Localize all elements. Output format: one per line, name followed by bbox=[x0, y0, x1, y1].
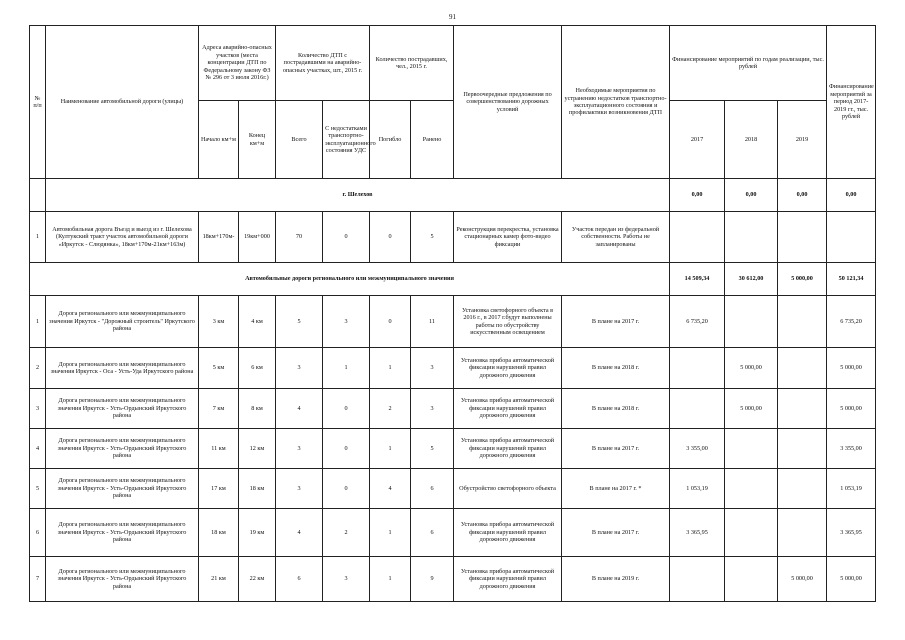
header-dtp-total: Всего bbox=[276, 101, 323, 179]
section-row bbox=[30, 263, 876, 296]
table-row bbox=[30, 509, 876, 557]
row-dtp-defects: 1 bbox=[323, 348, 370, 389]
row-start: 21 км bbox=[199, 557, 239, 602]
row-num: 1 bbox=[30, 296, 46, 348]
row-priority: Установка прибора автоматической фиксации нарушений правил дорожного движения bbox=[454, 348, 562, 389]
row-dtp-total: 6 bbox=[276, 557, 323, 602]
row-2019 bbox=[778, 509, 827, 557]
table-row bbox=[30, 389, 876, 429]
row-road-name: Дорога регионального или межмуниципального значения Иркутск - Оса - Усть-Уда Иркутского района bbox=[46, 348, 199, 389]
row-sum: 5 000,00 bbox=[827, 389, 876, 429]
row-2018: 5 000,00 bbox=[725, 389, 778, 429]
table-row bbox=[30, 429, 876, 469]
section-title: Автомобильные дороги регионального или межмуниципального значения bbox=[30, 263, 670, 296]
row-measures: В плане на 2017 г. * bbox=[562, 469, 670, 509]
row-road-name: Дорога регионального или межмуниципального значения Иркутск - Усть-Ордынский Иркутского района bbox=[46, 509, 199, 557]
row-injured: 9 bbox=[411, 557, 454, 602]
row-road-name: Дорога регионального или межмуниципального значения Иркутск - "Дорожный строитель" Иркутского района bbox=[46, 296, 199, 348]
row-2017: 1 053,19 bbox=[670, 469, 725, 509]
row-injured: 6 bbox=[411, 469, 454, 509]
row-killed: 0 bbox=[370, 296, 411, 348]
row-injured: 3 bbox=[411, 389, 454, 429]
row-sum: 6 735,20 bbox=[827, 296, 876, 348]
row-dtp-defects: 0 bbox=[323, 212, 370, 263]
header-year-2017: 2017 bbox=[670, 101, 725, 179]
row-measures: В плане на 2017 г. bbox=[562, 509, 670, 557]
row-injured: 5 bbox=[411, 212, 454, 263]
table-row bbox=[30, 212, 876, 263]
row-2017: 3 365,95 bbox=[670, 509, 725, 557]
row-start: 7 км bbox=[199, 389, 239, 429]
header-year-2018: 2018 bbox=[725, 101, 778, 179]
section-blank bbox=[30, 179, 46, 212]
row-dtp-total: 4 bbox=[276, 389, 323, 429]
row-measures: Участок передан из федеральной собственности. Работы не запланированы bbox=[562, 212, 670, 263]
section-2018: 0,00 bbox=[725, 179, 778, 212]
section-total: 0,00 bbox=[827, 179, 876, 212]
header-measures: Необходимые мероприятия по устранению недостатков транспортно-эксплуатационного состояния и профилактики возникновения ДТП bbox=[562, 26, 670, 179]
row-num: 5 bbox=[30, 469, 46, 509]
row-start: 18 км bbox=[199, 509, 239, 557]
row-start: 17 км bbox=[199, 469, 239, 509]
row-2019 bbox=[778, 348, 827, 389]
header-road-name: Наименование автомобильной дороги (улицы) bbox=[46, 26, 199, 179]
row-dtp-total: 3 bbox=[276, 348, 323, 389]
header-financing-years: Финансирование мероприятий по годам реализации, тыс. рублей bbox=[670, 26, 827, 101]
row-priority: Установка прибора автоматической фиксации нарушений правил дорожного движения bbox=[454, 389, 562, 429]
section-2017: 14 509,34 bbox=[670, 263, 725, 296]
section-2019: 0,00 bbox=[778, 179, 827, 212]
row-priority: Установка светофорного объекта в 2016 г., в 2017 г.будут выполнены работы по обустройству искусственным освещением bbox=[454, 296, 562, 348]
row-end: 12 км bbox=[239, 429, 276, 469]
row-killed: 1 bbox=[370, 509, 411, 557]
row-2018 bbox=[725, 509, 778, 557]
row-dtp-defects: 0 bbox=[323, 469, 370, 509]
row-road-name: Дорога регионального или межмуниципального значения Иркутск - Усть-Ордынский Иркутского района bbox=[46, 389, 199, 429]
row-sum: 3 355,00 bbox=[827, 429, 876, 469]
row-num: 3 bbox=[30, 389, 46, 429]
row-num: 4 bbox=[30, 429, 46, 469]
row-priority: Реконструкция перекрестка, установка стационарных камер фото-видео фиксации bbox=[454, 212, 562, 263]
row-priority: Обустройство светофорного объекта bbox=[454, 469, 562, 509]
header-addresses: Адреса аварийно-опасных участков (места концентрации ДТП по Федеральному закону ФЗ № 296 от 3 июля 2016г.) bbox=[199, 26, 276, 101]
header-year-2019: 2019 bbox=[778, 101, 827, 179]
row-end: 4 км bbox=[239, 296, 276, 348]
row-killed: 1 bbox=[370, 429, 411, 469]
header-priority: Первоочередные предложения по совершенствованию дорожных условий bbox=[454, 26, 562, 179]
road-safety-table bbox=[29, 25, 876, 602]
row-2017 bbox=[670, 557, 725, 602]
row-sum: 1 053,19 bbox=[827, 469, 876, 509]
row-dtp-total: 3 bbox=[276, 429, 323, 469]
row-2018 bbox=[725, 557, 778, 602]
section-2017: 0,00 bbox=[670, 179, 725, 212]
row-sum: 5 000,00 bbox=[827, 557, 876, 602]
row-killed: 1 bbox=[370, 557, 411, 602]
row-num: 1 bbox=[30, 212, 46, 263]
row-end: 19 км bbox=[239, 509, 276, 557]
row-num: 7 bbox=[30, 557, 46, 602]
section-title: г. Шелехов bbox=[46, 179, 670, 212]
row-end: 18 км bbox=[239, 469, 276, 509]
header-dtp-defects: С недостатками транспортно-эксплуатационного состояния УДС bbox=[323, 101, 370, 179]
row-killed: 4 bbox=[370, 469, 411, 509]
row-end: 6 км bbox=[239, 348, 276, 389]
row-injured: 5 bbox=[411, 429, 454, 469]
row-measures: В плане на 2019 г. bbox=[562, 557, 670, 602]
row-dtp-defects: 2 bbox=[323, 509, 370, 557]
row-killed: 1 bbox=[370, 348, 411, 389]
header-victims: Количество пострадавших, чел., 2015 г. bbox=[370, 26, 454, 101]
header-num: № п/п bbox=[30, 26, 46, 179]
row-start: 3 км bbox=[199, 296, 239, 348]
section-row bbox=[30, 179, 876, 212]
header-end: Конец км+м bbox=[239, 101, 276, 179]
page-number: 91 bbox=[449, 13, 456, 21]
row-measures: В плане на 2018 г. bbox=[562, 348, 670, 389]
header-dtp-count: Количество ДТП с пострадавшими на аварийно-опасных участках, шт., 2015 г. bbox=[276, 26, 370, 101]
row-injured: 3 bbox=[411, 348, 454, 389]
table-row bbox=[30, 469, 876, 509]
row-2019 bbox=[778, 389, 827, 429]
row-start: 5 км bbox=[199, 348, 239, 389]
header-row-1 bbox=[30, 26, 876, 101]
row-killed: 2 bbox=[370, 389, 411, 429]
section-total: 50 121,34 bbox=[827, 263, 876, 296]
row-2018 bbox=[725, 429, 778, 469]
row-measures: В плане на 2017 г. bbox=[562, 296, 670, 348]
row-sum bbox=[827, 212, 876, 263]
section-2019: 5 000,00 bbox=[778, 263, 827, 296]
table-row bbox=[30, 296, 876, 348]
row-dtp-total: 70 bbox=[276, 212, 323, 263]
row-measures: В плане на 2017 г. bbox=[562, 429, 670, 469]
table-row bbox=[30, 557, 876, 602]
header-start: Начало км+м bbox=[199, 101, 239, 179]
row-killed: 0 bbox=[370, 212, 411, 263]
row-2018 bbox=[725, 212, 778, 263]
section-2018: 30 612,00 bbox=[725, 263, 778, 296]
row-2019 bbox=[778, 469, 827, 509]
row-dtp-defects: 0 bbox=[323, 429, 370, 469]
row-dtp-total: 5 bbox=[276, 296, 323, 348]
row-end: 19км+000 bbox=[239, 212, 276, 263]
row-2018 bbox=[725, 296, 778, 348]
row-2017 bbox=[670, 348, 725, 389]
row-dtp-total: 4 bbox=[276, 509, 323, 557]
row-2017: 6 735,20 bbox=[670, 296, 725, 348]
row-2019 bbox=[778, 212, 827, 263]
row-priority: Установка прибора автоматической фиксации нарушений правил дорожного движения bbox=[454, 509, 562, 557]
row-injured: 11 bbox=[411, 296, 454, 348]
row-2018: 5 000,00 bbox=[725, 348, 778, 389]
row-2017 bbox=[670, 389, 725, 429]
row-dtp-total: 3 bbox=[276, 469, 323, 509]
row-sum: 3 365,95 bbox=[827, 509, 876, 557]
table-row bbox=[30, 348, 876, 389]
row-road-name: Дорога регионального или межмуниципального значения Иркутск - Усть-Ордынский Иркутского района bbox=[46, 469, 199, 509]
row-road-name: Дорога регионального или межмуниципального значения Иркутск - Усть-Ордынский Иркутского района bbox=[46, 429, 199, 469]
row-2019 bbox=[778, 429, 827, 469]
row-dtp-defects: 3 bbox=[323, 557, 370, 602]
row-2018 bbox=[725, 469, 778, 509]
row-injured: 6 bbox=[411, 509, 454, 557]
row-2017 bbox=[670, 212, 725, 263]
row-start: 11 км bbox=[199, 429, 239, 469]
row-num: 6 bbox=[30, 509, 46, 557]
header-injured: Ранено bbox=[411, 101, 454, 179]
row-2017: 3 355,00 bbox=[670, 429, 725, 469]
header-killed: Погибло bbox=[370, 101, 411, 179]
row-end: 8 км bbox=[239, 389, 276, 429]
row-priority: Установка прибора автоматической фиксации нарушений правил дорожного движения bbox=[454, 557, 562, 602]
row-road-name: Автомобильная дорога Въезд и выезд из г. Шелехова (Култукский тракт участок автомобильной дороги «Иркутск - Слюдянка», 18км+170м-21км+163м) bbox=[46, 212, 199, 263]
row-sum: 5 000,00 bbox=[827, 348, 876, 389]
row-dtp-defects: 3 bbox=[323, 296, 370, 348]
header-financing-total: Финансирование мероприятий за период 2017-2019 гг., тыс. рублей bbox=[827, 26, 876, 179]
row-end: 22 км bbox=[239, 557, 276, 602]
row-num: 2 bbox=[30, 348, 46, 389]
row-measures: В плане на 2018 г. bbox=[562, 389, 670, 429]
row-start: 18км+170м- bbox=[199, 212, 239, 263]
row-priority: Установка прибора автоматической фиксации нарушений правил дорожного движения bbox=[454, 429, 562, 469]
row-road-name: Дорога регионального или межмуниципального значения Иркутск - Усть-Ордынский Иркутского района bbox=[46, 557, 199, 602]
row-dtp-defects: 0 bbox=[323, 389, 370, 429]
row-2019: 5 000,00 bbox=[778, 557, 827, 602]
row-2019 bbox=[778, 296, 827, 348]
